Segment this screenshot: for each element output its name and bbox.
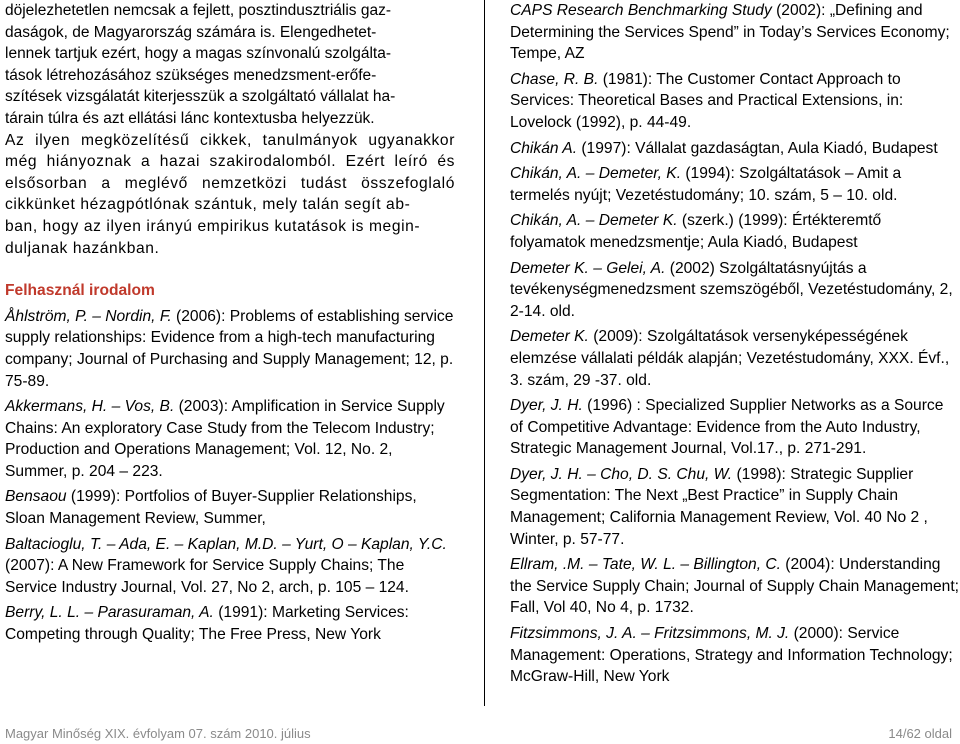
reference-list (5, 306, 455, 646)
reference-authors: Ellram, .M. – Tate, W. L. – Billington, C. (510, 556, 781, 574)
reference-item (510, 326, 960, 391)
reference-text: (2003): Amplification in Service Supply Chains: An exploratory Case Study from the Telecom Industry; Production and Operations Management; Vol. 12, No. 2, Summer, p. 204 – 223. (5, 398, 445, 480)
intro-line: tások létrehozásához szükséges menedzsment-erőfe- (5, 66, 377, 84)
reference-text: (1994): Szolgáltatások – Amit a termelés nyújt; Vezetéstudomány; 10. szám, 5 – 10. old. (510, 165, 902, 204)
reference-authors: Chase, R. B. (510, 70, 599, 88)
reference-item (510, 163, 960, 206)
reference-text: (1999): Portfolios of Buyer-Supplier Relationships, Sloan Management Review, Summer, (5, 488, 417, 528)
reference-item (510, 623, 960, 688)
reference-list (510, 0, 960, 688)
intro-line: szítések vizsgálatát kiterjesszük a szolgáltató vállalat ha- (5, 88, 396, 106)
footer-page-number: 14/62 oldal (888, 726, 952, 741)
intro-line: ban, hogy az ilyen irányú empirikus kutatások is megin- (5, 217, 421, 235)
reference-item (510, 464, 960, 550)
reference-text: (2007): A New Framework for Service Supply Chains; The Service Industry Journal, Vol. 27, No 2, arch, p. 105 – 124. (5, 557, 409, 596)
bibliography-heading: Felhasznál irodalom (5, 282, 155, 300)
reference-text: (1981): The Customer Contact Approach to Services: Theoretical Bases and Practical Extensions, in: Lovelock (1992), p. 44-49. (510, 70, 904, 131)
reference-authors: Demeter K. (510, 328, 589, 346)
reference-text: (1996) : Specialized Supplier Networks as a Source of Competitive Advantage: Evidence from the Auto Industry, Strategic Management Journal, Vol.17., p. 271-291. (510, 397, 944, 458)
reference-authors: CAPS Research Benchmarking Study (510, 2, 772, 19)
reference-item (510, 554, 960, 619)
reference-text: (2009): Szolgáltatások versenyképességének elemzése vállalati példák alapján; Vezetéstudomány, XXX. Évf., 3. szám, 29 -37. old. (510, 328, 950, 389)
reference-item (5, 486, 455, 529)
reference-text: (2004): Understanding the Service Supply Chain; Journal of Supply Chain Management; Fall, Vol 40, No 4, p. 1732. (510, 556, 960, 617)
intro-line: duljanak hazánkban. (5, 239, 160, 257)
intro-paragraph (5, 0, 455, 130)
reference-text: (2002) Szolgáltatásnyújtás a tevékenységmenedzsment szemszögéből, Vezetéstudomány, 2, 2-14. old. (510, 259, 953, 320)
reference-item (5, 306, 455, 392)
reference-item (510, 258, 960, 323)
reference-authors: Baltacioglu, T. – Ada, E. – Kaplan, M.D. – Yurt, O – Kaplan, Y.C. (5, 535, 447, 553)
reference-text: (2002): „Defining and Determining the Services Spend” in Today’s Services Economy; Tempe, AZ (510, 2, 950, 63)
intro-line: döjelezhetetlen nemcsak a fejlett, posztindusztriális gaz- (5, 2, 391, 19)
reference-item (510, 0, 960, 65)
reference-item (5, 602, 455, 645)
left-column (5, 0, 455, 650)
reference-item (510, 69, 960, 134)
reference-authors: Dyer, J. H. – Cho, D. S. Chu, W. (510, 465, 733, 483)
reference-authors: Åhlström, P. – Nordin, F. (5, 307, 172, 325)
reference-text: (1997): Vállalat gazdaságtan, Aula Kiadó, Budapest (577, 139, 938, 157)
reference-authors: Bensaou (5, 488, 67, 506)
reference-item (510, 395, 960, 460)
intro-line: Az ilyen megközelítésű cikkek, tanulmányok ugyanakkor még hiányoznak a hazai szakirodalomból. Ezért leíró és elsősorban a meglévő nemzetközi tudást összefoglaló cikkünket hézagpótlónak szántuk, mely talán segít ab- (5, 131, 455, 214)
reference-authors: Chikán, A. – Demeter K. (510, 212, 678, 230)
reference-text: (1991): Marketing Services: Competing through Quality; The Free Press, New York (5, 604, 409, 644)
reference-text: (1998): Strategic Supplier Segmentation: The Next „Best Practice” in Supply Chain Management; California Management Review, Vol. 40 No 2 , Winter, p. 57-77. (510, 465, 928, 548)
reference-item (5, 396, 455, 482)
reference-item (510, 138, 960, 160)
right-column (510, 0, 960, 692)
column-divider (484, 0, 485, 706)
intro-line: lennek tartjuk ezért, hogy a magas színvonalú szolgálta- (5, 45, 391, 63)
reference-authors: Dyer, J. H. (510, 397, 583, 415)
reference-item (5, 534, 455, 599)
reference-authors: Fitzsimmons, J. A. – Fritzsimmons, M. J. (510, 625, 790, 643)
footer-publication: Magyar Minőség XIX. évfolyam 07. szám 2010. július (5, 726, 311, 741)
intro-line: daságok, de Magyarország számára is. Elengedhetet- (5, 23, 377, 41)
reference-authors: Akkermans, H. – Vos, B. (5, 398, 175, 416)
reference-item (510, 210, 960, 253)
intro-line: tárain túlra és azt ellátási lánc kontextusba helyezzük. (5, 109, 375, 127)
reference-text: (2000): Service Management: Operations, Strategy and Information Technology; McGraw-Hill, New York (510, 625, 953, 686)
reference-authors: Demeter K. – Gelei, A. (510, 259, 666, 277)
reference-text: (2006): Problems of establishing service supply relationships: Evidence from a high-tech manufacturing company; Journal of Purchasing and Supply Management; 12, p. 75-89. (5, 307, 454, 390)
reference-authors: Berry, L. L. – Parasuraman, A. (5, 604, 214, 622)
intro-paragraph-continued (5, 130, 455, 260)
reference-authors: Chikán A. (510, 139, 578, 157)
reference-text: (szerk.) (1999): Értékteremtő folyamatok menedzsmentje; Aula Kiadó, Budapest (510, 212, 882, 251)
reference-authors: Chikán, A. – Demeter, K. (510, 165, 682, 183)
